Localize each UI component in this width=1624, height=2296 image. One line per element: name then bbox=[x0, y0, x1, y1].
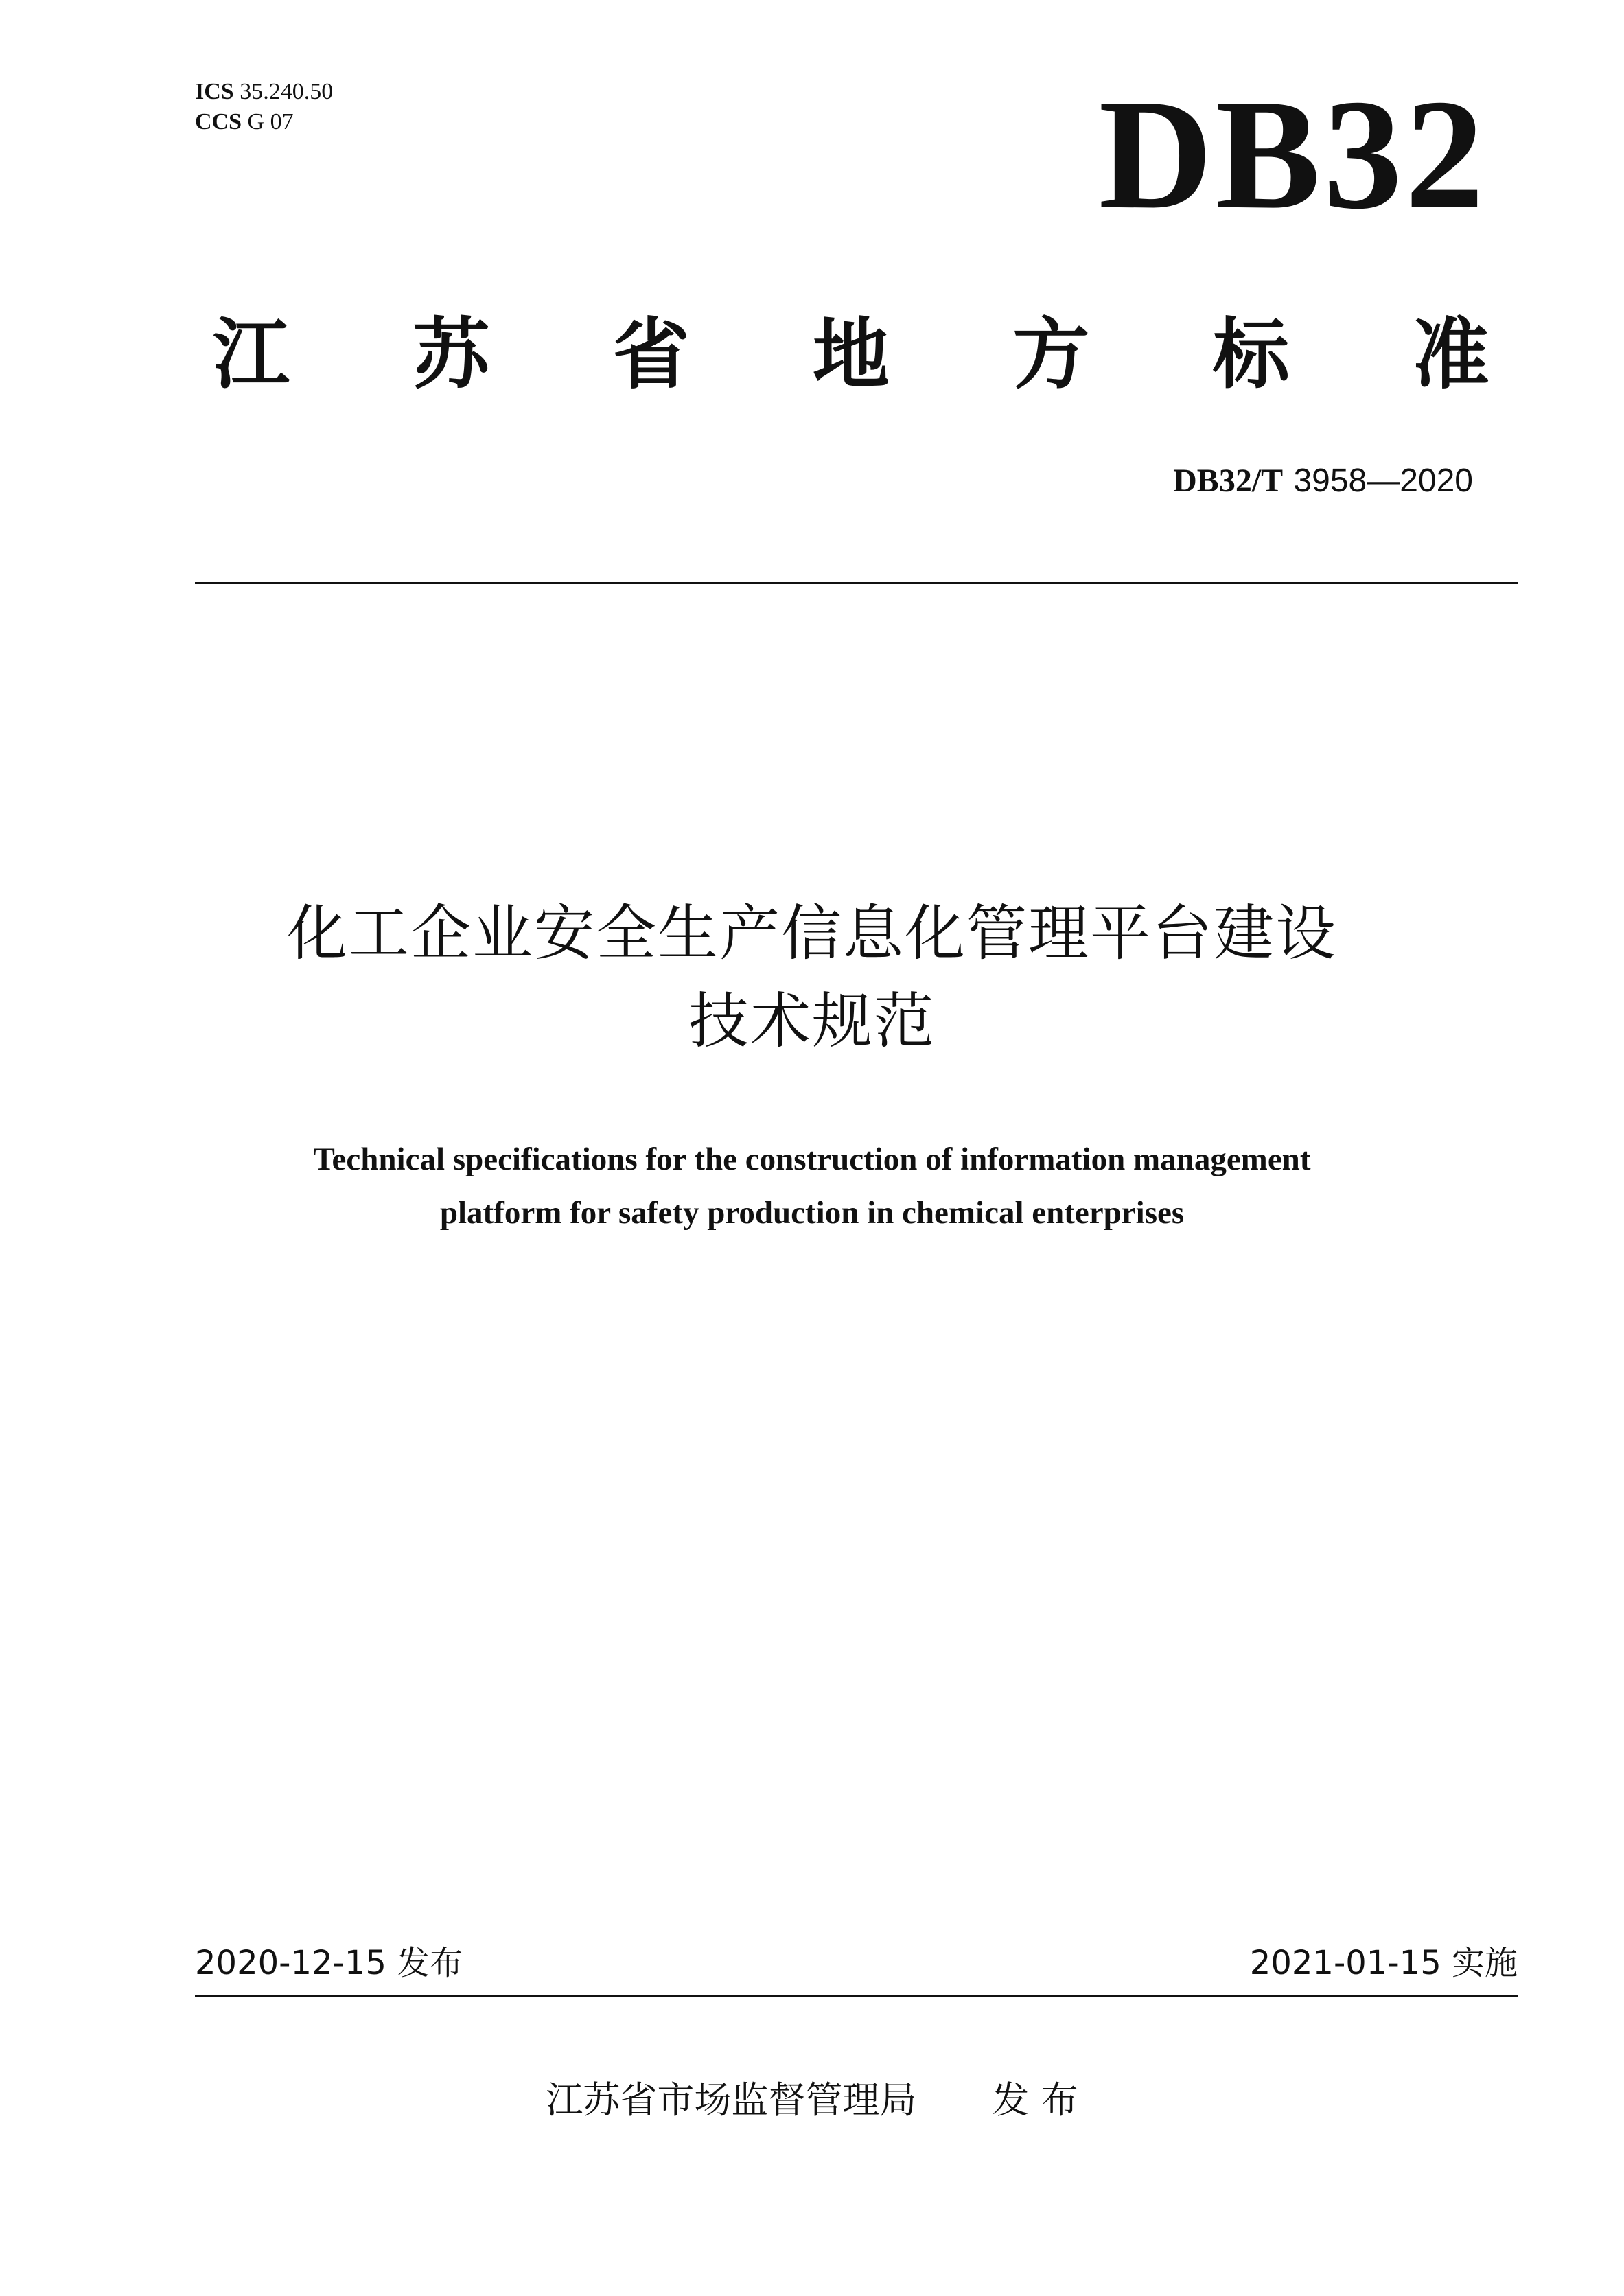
standard-type-char: 省 bbox=[612, 310, 690, 399]
chinese-title bbox=[137, 890, 1487, 1065]
standard-number bbox=[1173, 460, 1473, 502]
implementation-date: 2021-01-15 实施 bbox=[1249, 1944, 1518, 1982]
issue-date: 2020-12-15 发布 bbox=[195, 1944, 463, 1982]
chinese-title-line-1: 化工企业安全生产信息化管理平台建设 bbox=[286, 898, 1337, 969]
standard-logo: DB32 bbox=[1098, 67, 1487, 242]
standard-type-char: 准 bbox=[1412, 310, 1489, 399]
english-title bbox=[137, 1133, 1487, 1240]
english-title-line-1: Technical specifications for the construction of information management bbox=[313, 1141, 1311, 1177]
classification-codes bbox=[195, 77, 333, 137]
top-divider bbox=[195, 582, 1518, 584]
publisher-action: 发 布 bbox=[992, 2078, 1078, 2122]
publisher bbox=[0, 2076, 1624, 2125]
standard-number-value: 3958—2020 bbox=[1293, 463, 1473, 499]
standard-type-char: 地 bbox=[812, 310, 890, 399]
standard-type-char: 苏 bbox=[413, 310, 490, 399]
standard-type-heading bbox=[213, 310, 1489, 399]
ics-code: ICS 35.240.50 bbox=[195, 79, 334, 104]
standard-number-prefix: DB32/T bbox=[1173, 463, 1284, 499]
english-title-line-2: platform for safety production in chemical enterprises bbox=[439, 1195, 1185, 1231]
bottom-divider bbox=[195, 1995, 1518, 1997]
publisher-org: 江苏省市场监督管理局 bbox=[546, 2078, 917, 2122]
date-row bbox=[195, 1941, 1518, 1985]
chinese-title-line-2: 技术规范 bbox=[688, 986, 936, 1056]
standard-type-char: 江 bbox=[213, 310, 290, 399]
ccs-code: CCS G 07 bbox=[195, 109, 294, 135]
standard-type-char: 标 bbox=[1212, 310, 1290, 399]
standard-type-char: 方 bbox=[1012, 310, 1090, 399]
